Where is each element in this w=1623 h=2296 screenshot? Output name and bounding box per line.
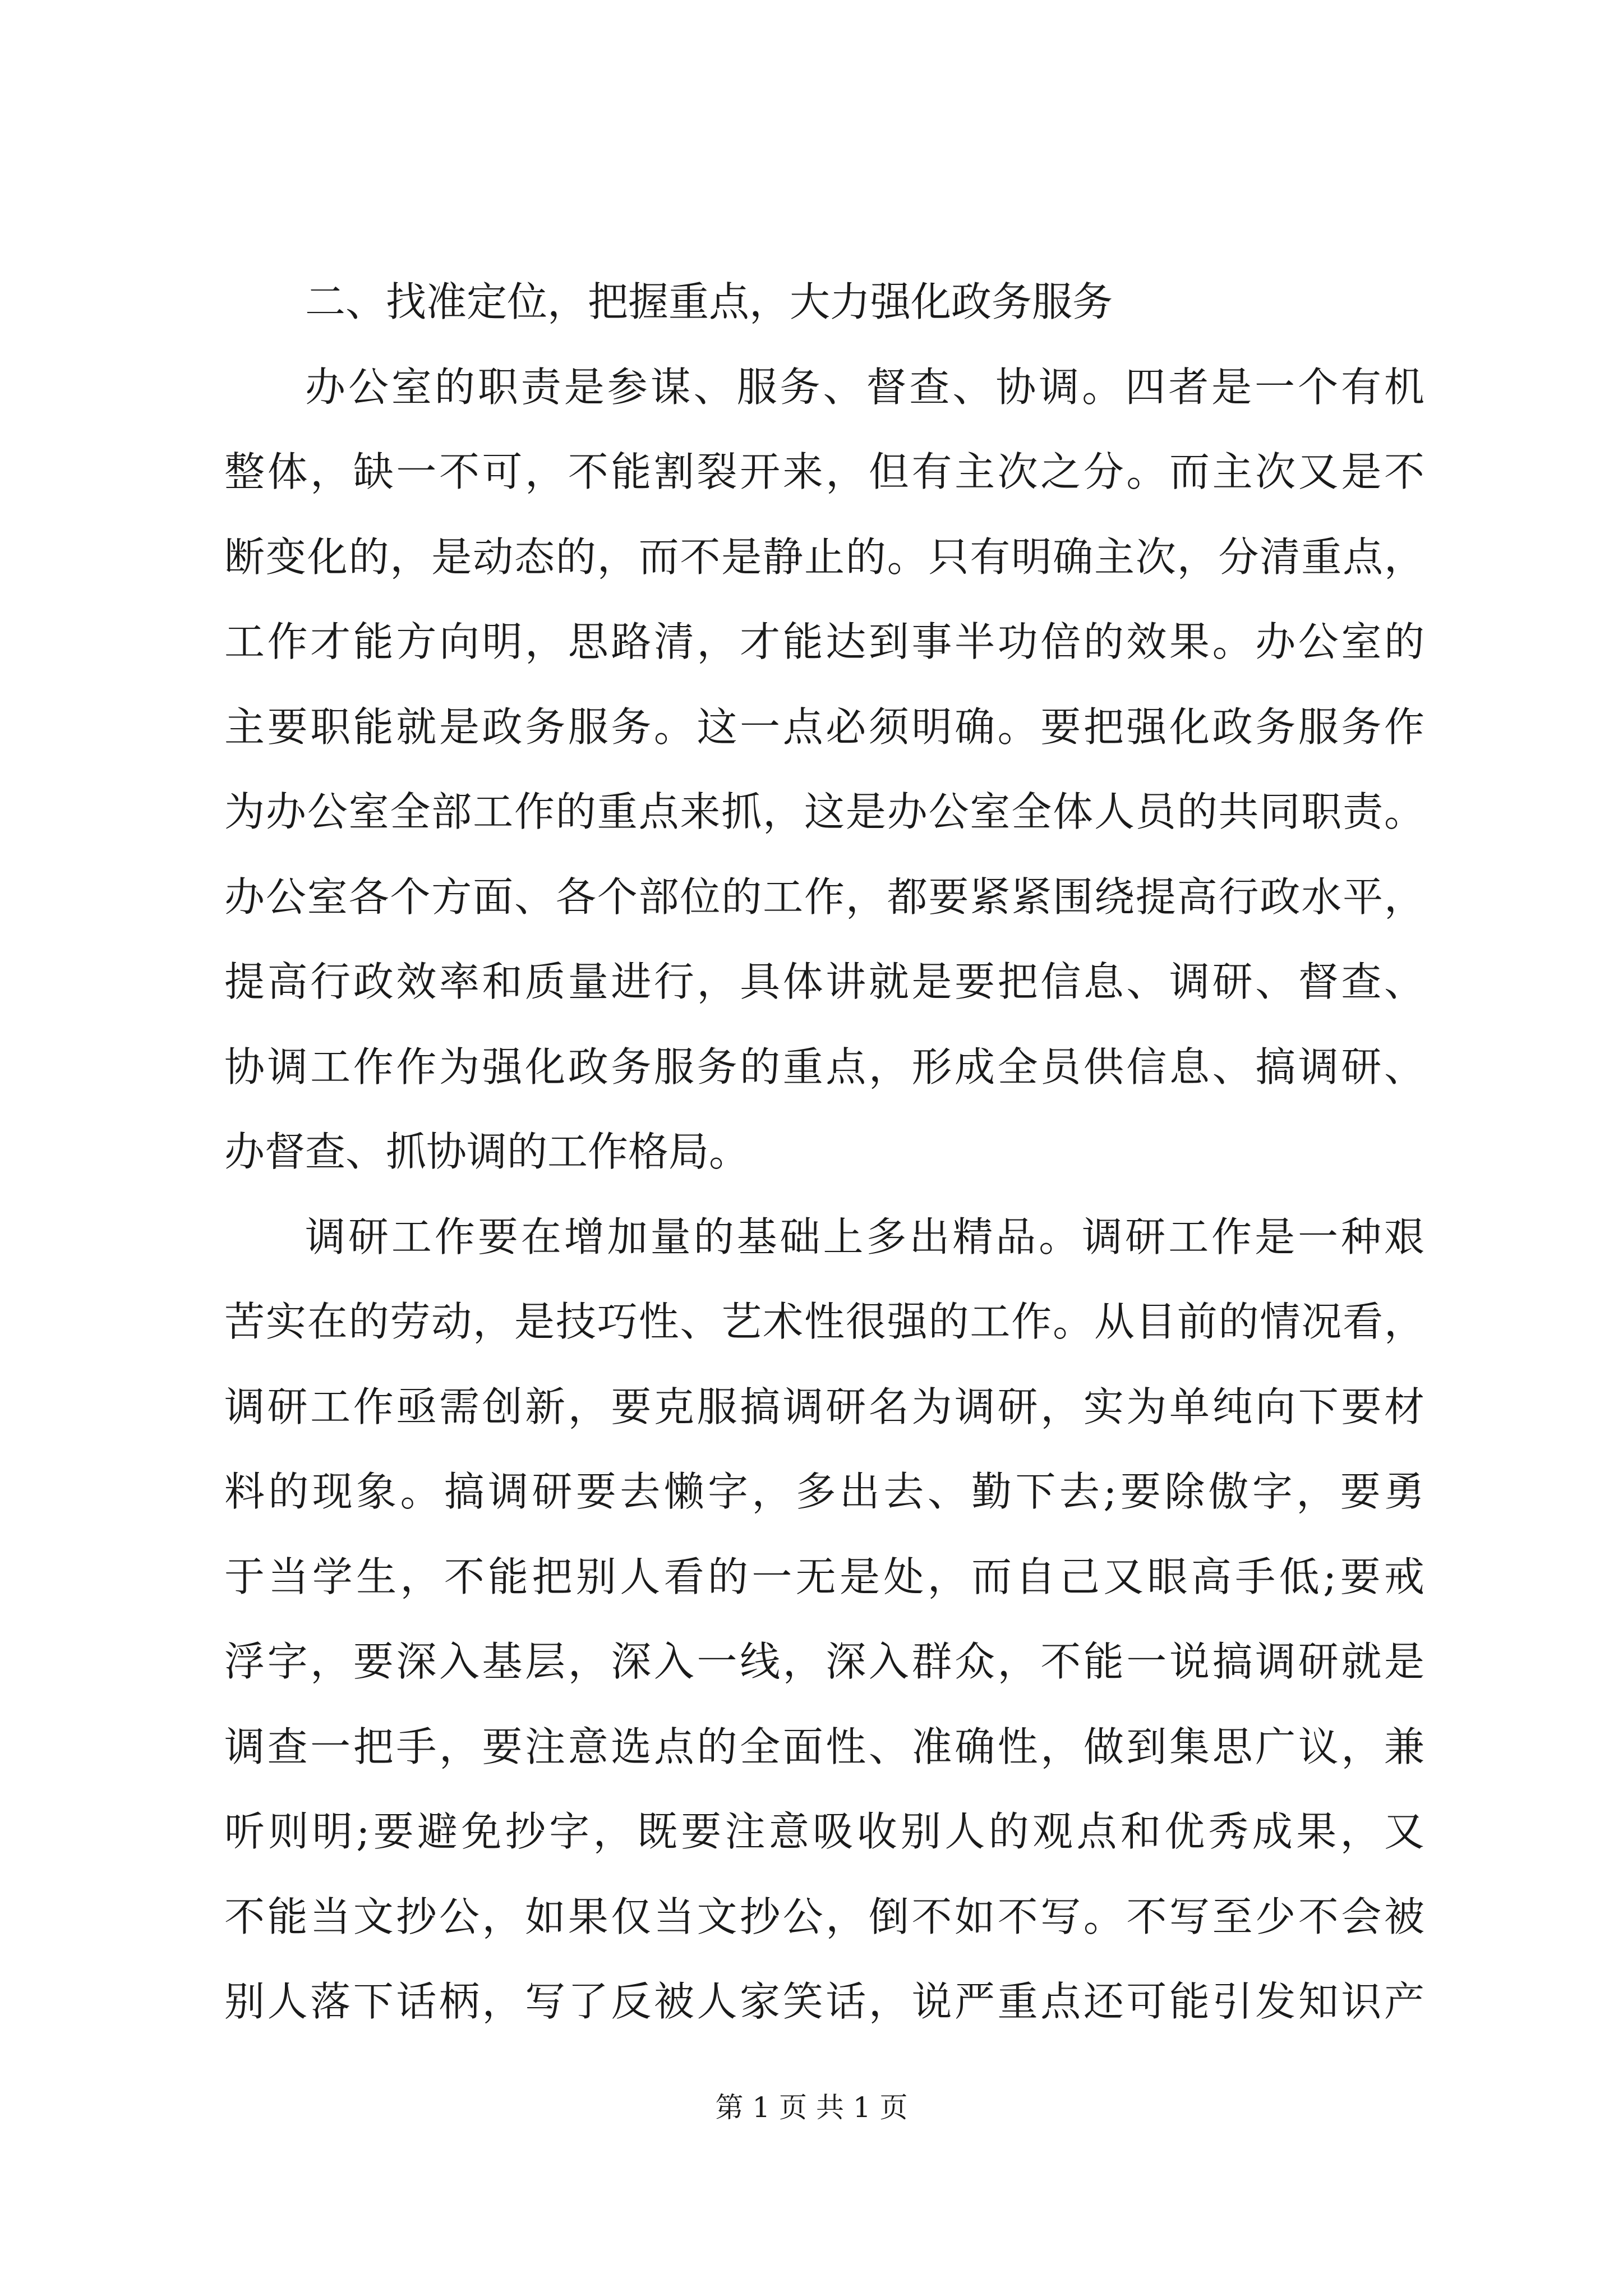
document-body — [224, 268, 1424, 2053]
paragraph-line: 协调工作作为强化政务服务的重点，形成全员供信息、搞调研、 — [224, 1043, 1424, 1091]
paragraph-line: 调查一把手，要注意选点的全面性、准确性，做到集思广议，兼 — [224, 1723, 1424, 1770]
paragraph-line: 为办公室全部工作的重点来抓，这是办公室全体人员的共同职责。 — [224, 788, 1424, 835]
paragraph-line: 别人落下话柄，写了反被人家笑话，说严重点还可能引发知识产 — [224, 1978, 1424, 2025]
page-number-footer: 第 1 页 共 1 页 — [715, 2091, 908, 2124]
paragraph-line: 办公室的职责是参谋、服务、督查、协调。四者是一个有机 — [305, 363, 1424, 411]
paragraph-line: 不能当文抄公，如果仅当文抄公，倒不如不写。不写至少不会被 — [224, 1893, 1424, 1940]
paragraph-duties — [224, 353, 1424, 1203]
paragraph-line: 提高行政效率和质量进行，具体讲就是要把信息、调研、督查、 — [224, 958, 1424, 1005]
paragraph-line: 料的现象。搞调研要去懒字，多出去、勤下去;要除傲字，要勇 — [224, 1468, 1424, 1515]
paragraph-line: 苦实在的劳动，是技巧性、艺术性很强的工作。从目前的情况看， — [224, 1298, 1424, 1345]
paragraph-line: 调研工作要在增加量的基础上多出精品。调研工作是一种艰 — [305, 1213, 1424, 1260]
paragraph-line: 听则明;要避免抄字，既要注意吸收别人的观点和优秀成果，又 — [224, 1808, 1424, 1855]
paragraph-line: 办公室各个方面、各个部位的工作，都要紧紧围绕提高行政水平， — [224, 873, 1424, 921]
paragraph-line: 于当学生，不能把别人看的一无是处，而自己又眼高手低;要戒 — [224, 1553, 1424, 1600]
paragraph-line: 断变化的，是动态的，而不是静止的。只有明确主次，分清重点， — [224, 533, 1424, 581]
section-heading: 二、找准定位，把握重点，大力强化政务服务 — [305, 278, 1113, 325]
paragraph-line: 浮字，要深入基层，深入一线，深入群众，不能一说搞调研就是 — [224, 1638, 1424, 1685]
paragraph-line: 整体，缺一不可，不能割裂开来，但有主次之分。而主次又是不 — [224, 448, 1424, 495]
paragraph-research — [224, 1203, 1424, 2053]
paragraph-line: 办督查、抓协调的工作格局。 — [224, 1128, 750, 1175]
paragraph-line: 主要职能就是政务服务。这一点必须明确。要把强化政务服务作 — [224, 703, 1424, 751]
paragraph-line: 工作才能方向明，思路清，才能达到事半功倍的效果。办公室的 — [224, 618, 1424, 665]
paragraph-line: 调研工作亟需创新，要克服搞调研名为调研，实为单纯向下要材 — [224, 1383, 1424, 1430]
